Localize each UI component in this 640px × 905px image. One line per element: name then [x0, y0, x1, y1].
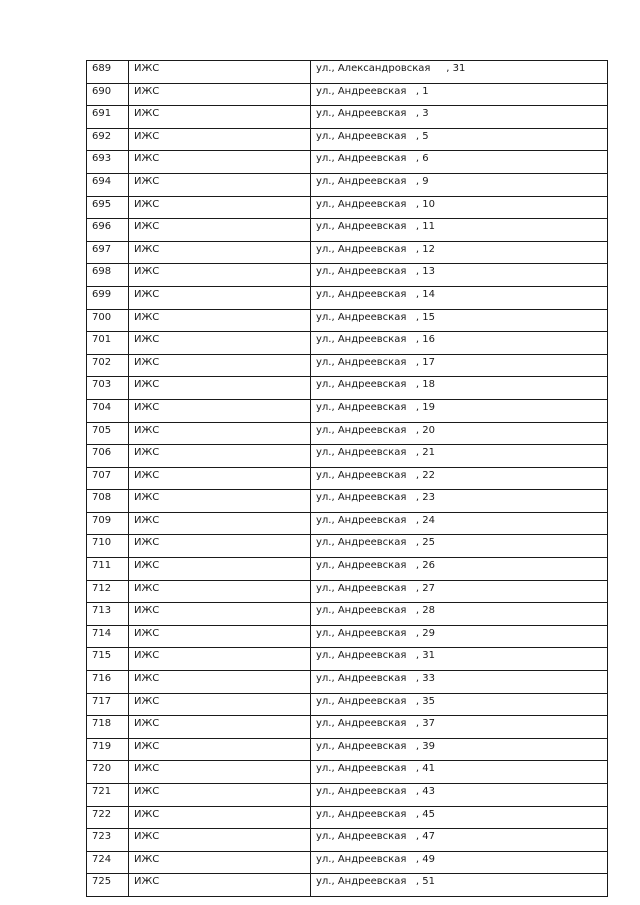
address-cell: ул., Андреевская , 12 [311, 241, 608, 264]
address-cell: ул., Андреевская , 39 [311, 738, 608, 761]
building-type-cell: ИЖС [129, 716, 311, 739]
row-number-cell: 709 [87, 512, 129, 535]
address-cell: ул., Андреевская , 47 [311, 829, 608, 852]
row-number-cell: 702 [87, 354, 129, 377]
table-row [87, 671, 608, 694]
table-row [87, 309, 608, 332]
building-type-cell: ИЖС [129, 61, 311, 84]
row-number-cell: 707 [87, 467, 129, 490]
row-number-cell: 714 [87, 625, 129, 648]
building-type-cell: ИЖС [129, 151, 311, 174]
row-number-cell: 713 [87, 603, 129, 626]
building-type-cell: ИЖС [129, 128, 311, 151]
building-type-cell: ИЖС [129, 309, 311, 332]
building-type-cell: ИЖС [129, 625, 311, 648]
building-type-cell: ИЖС [129, 264, 311, 287]
address-cell: ул., Андреевская , 14 [311, 286, 608, 309]
address-cell: ул., Андреевская , 15 [311, 309, 608, 332]
address-cell: ул., Андреевская , 18 [311, 377, 608, 400]
row-number-cell: 694 [87, 173, 129, 196]
table-row [87, 490, 608, 513]
table-row [87, 332, 608, 355]
row-number-cell: 722 [87, 806, 129, 829]
row-number-cell: 691 [87, 106, 129, 129]
table-row [87, 377, 608, 400]
address-cell: ул., Александровская , 31 [311, 61, 608, 84]
row-number-cell: 712 [87, 580, 129, 603]
address-cell: ул., Андреевская , 24 [311, 512, 608, 535]
building-type-cell: ИЖС [129, 241, 311, 264]
building-type-cell: ИЖС [129, 874, 311, 897]
address-cell: ул., Андреевская , 17 [311, 354, 608, 377]
row-number-cell: 719 [87, 738, 129, 761]
table-row [87, 151, 608, 174]
table-row [87, 693, 608, 716]
row-number-cell: 725 [87, 874, 129, 897]
row-number-cell: 692 [87, 128, 129, 151]
table-row [87, 173, 608, 196]
row-number-cell: 693 [87, 151, 129, 174]
table-row [87, 61, 608, 84]
address-cell: ул., Андреевская , 29 [311, 625, 608, 648]
table-row [87, 219, 608, 242]
building-type-cell: ИЖС [129, 332, 311, 355]
row-number-cell: 718 [87, 716, 129, 739]
address-cell: ул., Андреевская , 45 [311, 806, 608, 829]
address-cell: ул., Андреевская , 5 [311, 128, 608, 151]
table-row [87, 648, 608, 671]
row-number-cell: 705 [87, 422, 129, 445]
building-type-cell: ИЖС [129, 286, 311, 309]
address-cell: ул., Андреевская , 35 [311, 693, 608, 716]
address-cell: ул., Андреевская , 1 [311, 83, 608, 106]
address-cell: ул., Андреевская , 22 [311, 467, 608, 490]
building-type-cell: ИЖС [129, 761, 311, 784]
address-cell: ул., Андреевская , 26 [311, 558, 608, 581]
row-number-cell: 699 [87, 286, 129, 309]
table-row [87, 83, 608, 106]
address-cell: ул., Андреевская , 21 [311, 445, 608, 468]
row-number-cell: 703 [87, 377, 129, 400]
building-type-cell: ИЖС [129, 173, 311, 196]
table-row [87, 874, 608, 897]
row-number-cell: 711 [87, 558, 129, 581]
row-number-cell: 698 [87, 264, 129, 287]
row-number-cell: 695 [87, 196, 129, 219]
row-number-cell: 689 [87, 61, 129, 84]
row-number-cell: 708 [87, 490, 129, 513]
address-cell: ул., Андреевская , 37 [311, 716, 608, 739]
address-cell: ул., Андреевская , 9 [311, 173, 608, 196]
row-number-cell: 717 [87, 693, 129, 716]
table-row [87, 286, 608, 309]
address-cell: ул., Андреевская , 13 [311, 264, 608, 287]
address-cell: ул., Андреевская , 6 [311, 151, 608, 174]
table-row [87, 399, 608, 422]
building-type-cell: ИЖС [129, 603, 311, 626]
address-cell: ул., Андреевская , 25 [311, 535, 608, 558]
row-number-cell: 721 [87, 784, 129, 807]
table-row [87, 196, 608, 219]
building-type-cell: ИЖС [129, 467, 311, 490]
table-row [87, 716, 608, 739]
address-cell: ул., Андреевская , 43 [311, 784, 608, 807]
address-cell: ул., Андреевская , 49 [311, 851, 608, 874]
building-type-cell: ИЖС [129, 829, 311, 852]
table-row [87, 625, 608, 648]
building-type-cell: ИЖС [129, 806, 311, 829]
address-cell: ул., Андреевская , 23 [311, 490, 608, 513]
row-number-cell: 697 [87, 241, 129, 264]
row-number-cell: 716 [87, 671, 129, 694]
row-number-cell: 690 [87, 83, 129, 106]
building-type-cell: ИЖС [129, 219, 311, 242]
address-cell: ул., Андреевская , 28 [311, 603, 608, 626]
row-number-cell: 710 [87, 535, 129, 558]
table-row [87, 829, 608, 852]
building-type-cell: ИЖС [129, 445, 311, 468]
building-type-cell: ИЖС [129, 784, 311, 807]
address-cell: ул., Андреевская , 33 [311, 671, 608, 694]
table-row [87, 467, 608, 490]
registry-table-body [87, 61, 608, 897]
table-row [87, 851, 608, 874]
address-registry-table [86, 60, 608, 897]
table-row [87, 580, 608, 603]
table-row [87, 558, 608, 581]
building-type-cell: ИЖС [129, 490, 311, 513]
table-row [87, 422, 608, 445]
building-type-cell: ИЖС [129, 106, 311, 129]
table-row [87, 738, 608, 761]
building-type-cell: ИЖС [129, 377, 311, 400]
address-cell: ул., Андреевская , 10 [311, 196, 608, 219]
row-number-cell: 715 [87, 648, 129, 671]
address-cell: ул., Андреевская , 19 [311, 399, 608, 422]
building-type-cell: ИЖС [129, 196, 311, 219]
building-type-cell: ИЖС [129, 83, 311, 106]
address-cell: ул., Андреевская , 20 [311, 422, 608, 445]
building-type-cell: ИЖС [129, 851, 311, 874]
row-number-cell: 700 [87, 309, 129, 332]
building-type-cell: ИЖС [129, 422, 311, 445]
building-type-cell: ИЖС [129, 354, 311, 377]
building-type-cell: ИЖС [129, 512, 311, 535]
table-row [87, 264, 608, 287]
building-type-cell: ИЖС [129, 535, 311, 558]
building-type-cell: ИЖС [129, 558, 311, 581]
address-cell: ул., Андреевская , 16 [311, 332, 608, 355]
table-row [87, 354, 608, 377]
building-type-cell: ИЖС [129, 580, 311, 603]
address-cell: ул., Андреевская , 11 [311, 219, 608, 242]
table-row [87, 784, 608, 807]
building-type-cell: ИЖС [129, 738, 311, 761]
table-row [87, 806, 608, 829]
table-row [87, 128, 608, 151]
table-row [87, 761, 608, 784]
row-number-cell: 704 [87, 399, 129, 422]
table-row [87, 603, 608, 626]
row-number-cell: 701 [87, 332, 129, 355]
row-number-cell: 723 [87, 829, 129, 852]
table-row [87, 241, 608, 264]
row-number-cell: 720 [87, 761, 129, 784]
address-cell: ул., Андреевская , 27 [311, 580, 608, 603]
row-number-cell: 724 [87, 851, 129, 874]
building-type-cell: ИЖС [129, 399, 311, 422]
building-type-cell: ИЖС [129, 648, 311, 671]
building-type-cell: ИЖС [129, 693, 311, 716]
table-row [87, 445, 608, 468]
table-row [87, 106, 608, 129]
address-cell: ул., Андреевская , 51 [311, 874, 608, 897]
building-type-cell: ИЖС [129, 671, 311, 694]
table-row [87, 512, 608, 535]
address-cell: ул., Андреевская , 31 [311, 648, 608, 671]
row-number-cell: 706 [87, 445, 129, 468]
address-cell: ул., Андреевская , 41 [311, 761, 608, 784]
row-number-cell: 696 [87, 219, 129, 242]
table-row [87, 535, 608, 558]
address-cell: ул., Андреевская , 3 [311, 106, 608, 129]
